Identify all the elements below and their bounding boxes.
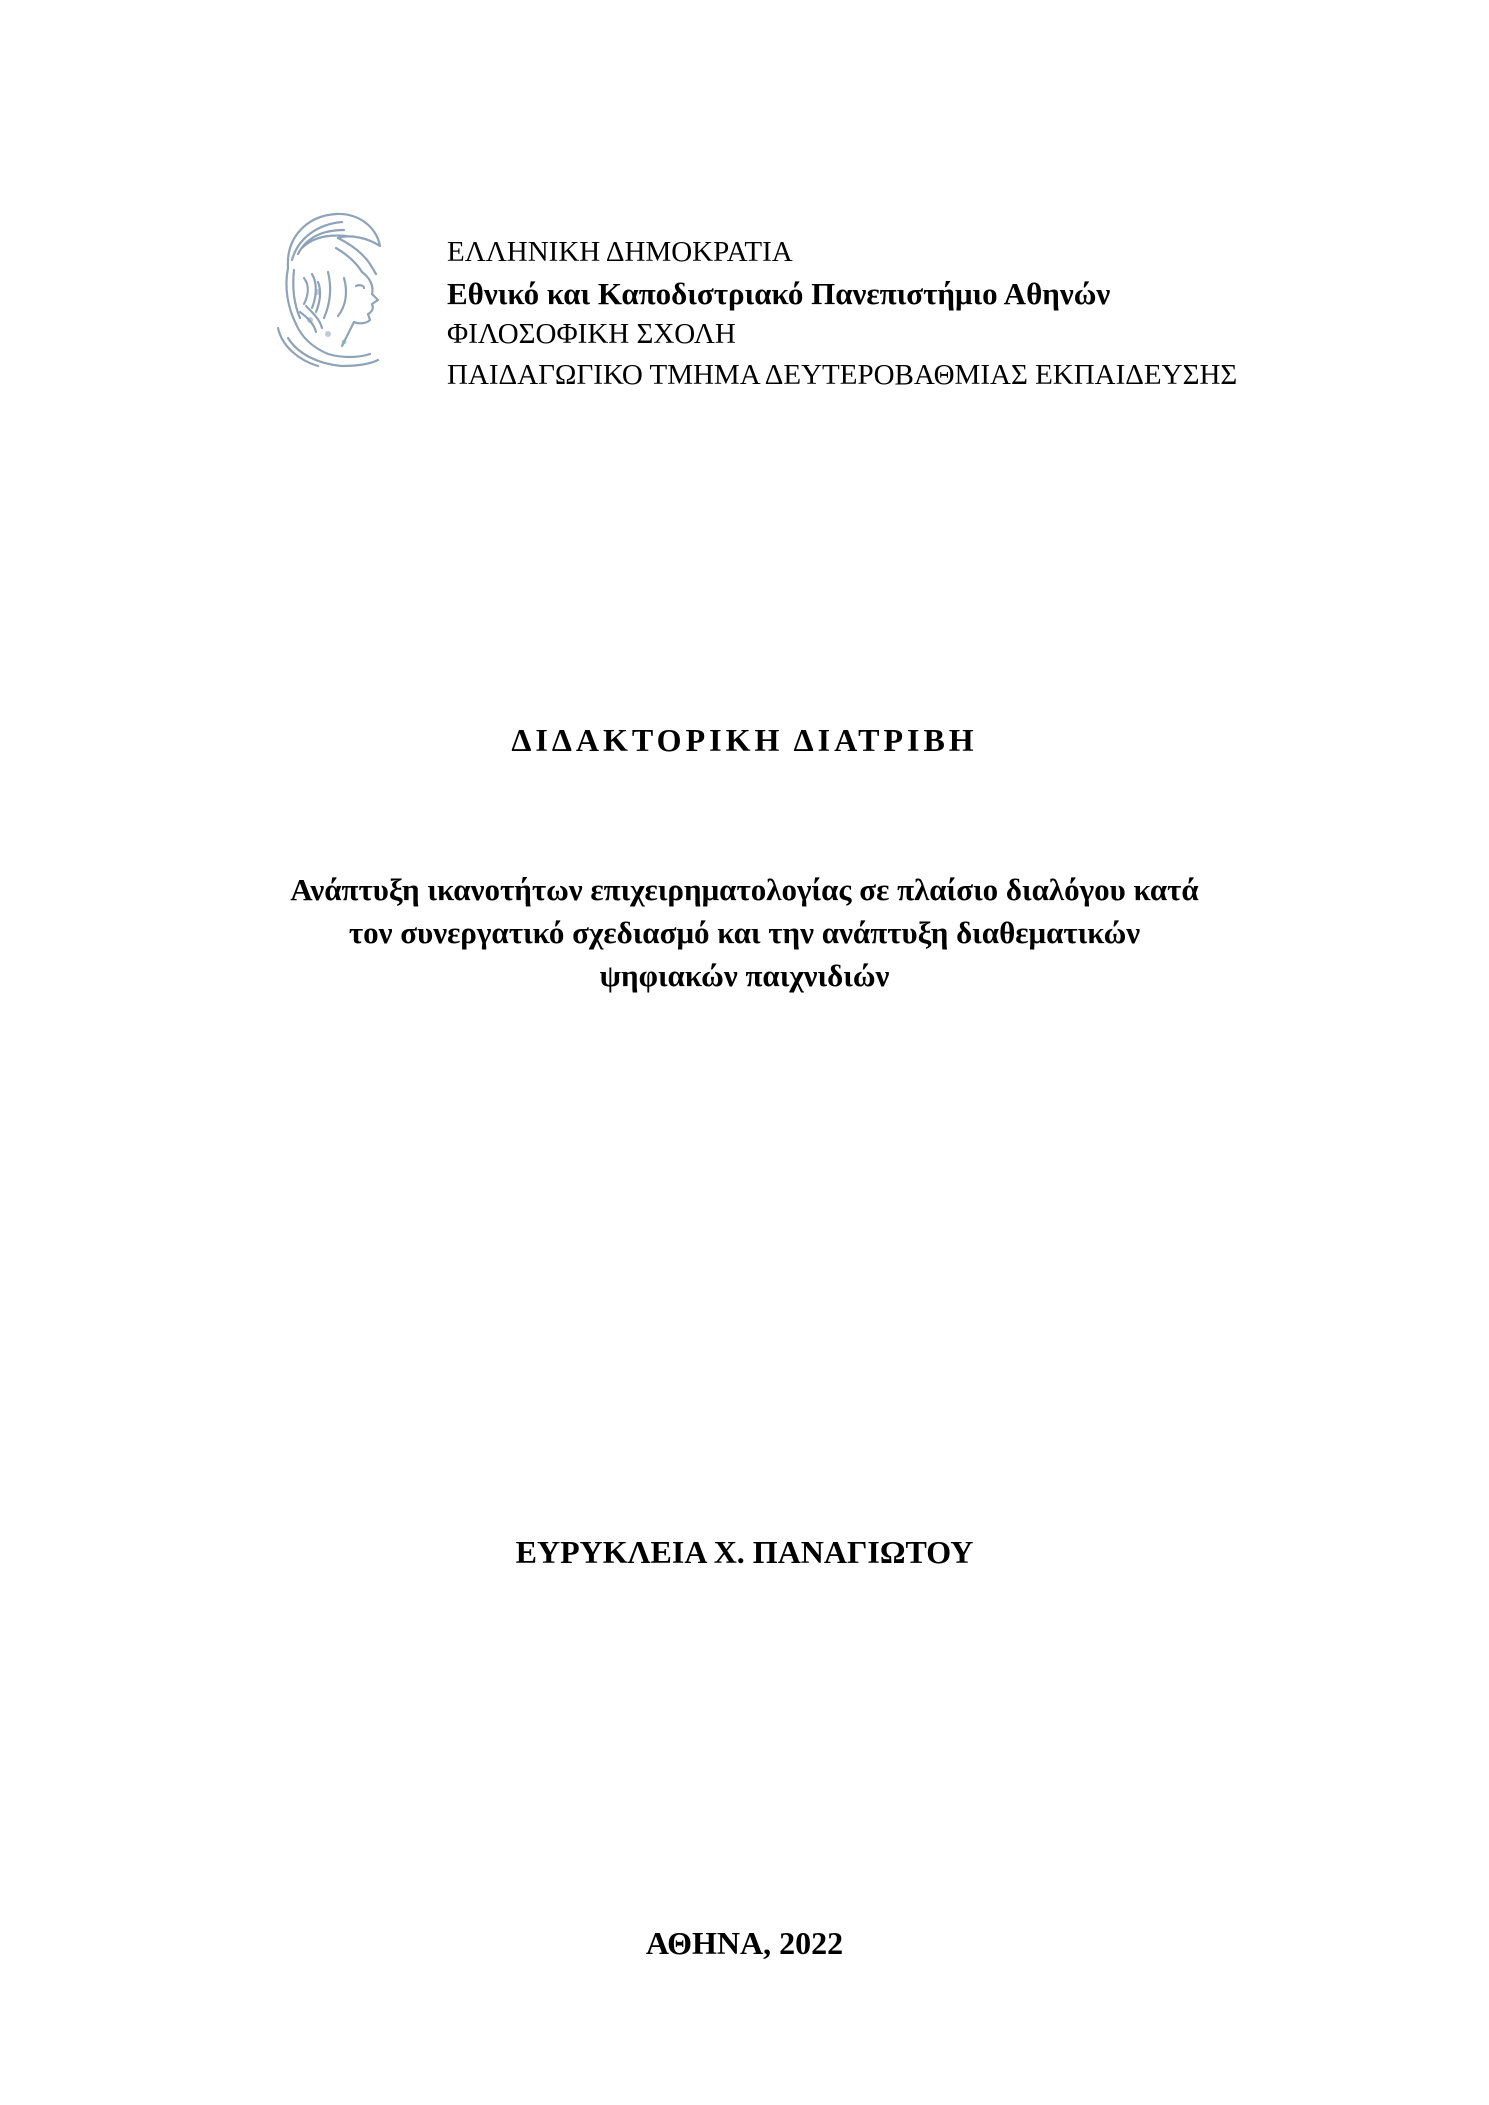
author-name: ΕΥΡΥΚΛΕΙΑ Χ. ΠΑΝΑΓΙΩΤΟΥ	[515, 1534, 974, 1570]
thesis-title-line-1: Ανάπτυξη ικανοτήτων επιχειρηματολογίας σε πλαίσιο διαλόγου κατά	[290, 872, 1199, 907]
university-name: Εθνικό και Καποδιστριακό Πανεπιστήμιο Αθηνών	[447, 276, 1111, 311]
athena-head-emblem-icon	[258, 208, 390, 368]
place-and-year: ΑΘΗΝΑ, 2022	[645, 1925, 844, 1961]
thesis-title-line-2: τον συνεργατικό σχεδιασμό και την ανάπτυξη διαθεματικών	[348, 915, 1141, 950]
document-type-heading: ΔΙΔΑΚΤΟΡΙΚΗ ΔΙΑΤΡΙΒΗ	[511, 722, 978, 758]
republic-label: ΕΛΛΗΝΙΚΗ ΔΗΜΟΚΡΑΤΙΑ	[447, 236, 793, 268]
thesis-title	[0, 868, 1489, 997]
institution-header	[447, 232, 1347, 396]
department-name: ΠΑΙΔΑΓΩΓΙΚΟ ΤΜΗΜΑ ΔΕΥΤΕΡΟΒΑΘΜΙΑΣ ΕΚΠΑΙΔΕΥΣΗΣ	[447, 359, 1238, 391]
school-name: ΦΙΛΟΣΟΦΙΚΗ ΣΧΟΛΗ	[447, 318, 736, 350]
thesis-title-line-3: ψηφιακών παιχνιδιών	[599, 958, 890, 993]
